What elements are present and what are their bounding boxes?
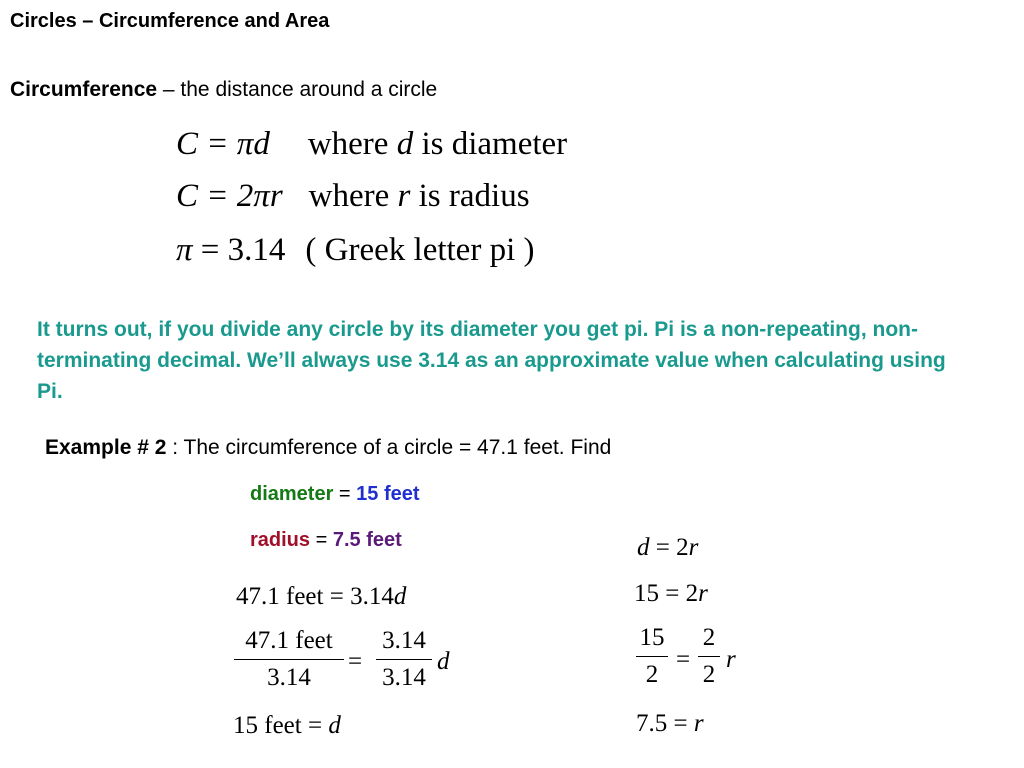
left-fraction-var (437, 648, 450, 676)
right-step-4-text: 7.5 = (636, 710, 694, 737)
right-fraction-1-denominator: 2 (636, 656, 668, 689)
left-fraction-2-denominator: 3.14 (376, 659, 432, 692)
example-colon: : (166, 436, 179, 459)
left-step-3-var: d (328, 712, 341, 739)
example-prompt (45, 436, 611, 460)
left-fraction-2-numerator: 3.14 (382, 627, 426, 654)
formula-note-post: is diameter (413, 126, 568, 162)
formula-rhs: = 3.14 (192, 232, 286, 268)
left-fraction-var-text: d (437, 648, 450, 675)
pi-explanation: It turns out, if you divide any circle by its diameter you get pi. Pi is a non-repeating, non-terminating decimal. We’ll always use 3.14 as an approximate value when calculating using Pi. (37, 318, 946, 403)
left-step-3-text: 15 feet = (233, 712, 329, 739)
right-fraction-2-numerator: 2 (702, 624, 716, 651)
left-fraction-2 (376, 627, 432, 692)
right-step-1-var1: d (637, 534, 650, 561)
right-fraction-var-text: r (726, 646, 736, 673)
right-fraction-var (726, 646, 736, 674)
radius-term: radius (250, 529, 311, 551)
definition-text: – the distance around a circle (157, 78, 438, 101)
right-step-1-text: = 2 (649, 534, 689, 561)
right-fraction-1 (636, 624, 668, 689)
formula-pi (176, 232, 534, 269)
left-step-1 (236, 583, 406, 611)
radius-value: 7.5 feet (332, 529, 402, 551)
right-step-4 (636, 710, 704, 738)
page-title: Circles – Circumference and Area (10, 10, 330, 32)
left-fraction-1-numerator: 47.1 feet (245, 627, 333, 654)
formula-note-post: is radius (410, 178, 530, 214)
right-fraction-1-numerator: 15 (639, 624, 665, 651)
formula-lhs: π (176, 232, 193, 268)
left-step-3 (233, 712, 341, 740)
right-fraction-2-denominator: 2 (698, 656, 720, 689)
formula-lhs: C (176, 178, 199, 214)
formula-diameter (176, 126, 567, 163)
formula-var: d (396, 126, 414, 162)
right-step-1-var2: r (688, 534, 699, 561)
right-step-2 (634, 580, 708, 608)
right-step-2-var: r (698, 580, 708, 607)
left-fraction-1 (234, 627, 344, 692)
left-step-1-text: 47.1 feet = 3.14 (236, 583, 394, 610)
radius-equals: = (310, 529, 333, 551)
formula-note-pre: ( Greek letter pi ) (305, 232, 535, 268)
answer-radius (250, 529, 402, 552)
diameter-value: 15 feet (356, 483, 420, 505)
right-step-1 (637, 534, 698, 562)
left-fraction-1-denominator: 3.14 (234, 659, 344, 692)
definition-term: Circumference (10, 78, 158, 101)
diameter-term: diameter (250, 483, 334, 505)
formula-var: r (397, 178, 411, 214)
formula-note-pre: where (307, 126, 397, 162)
left-fraction-equals: = (348, 648, 363, 675)
answer-diameter (250, 483, 420, 506)
circumference-definition (10, 78, 437, 102)
right-step-4-var: r (693, 710, 704, 737)
right-fraction-2 (698, 624, 720, 689)
diameter-equals: = (333, 483, 357, 505)
example-label: Example # 2 (45, 436, 167, 459)
formula-note-pre: where (308, 178, 398, 214)
formula-rhs: = 2πr (198, 178, 283, 214)
left-step-1-var: d (393, 583, 407, 610)
formula-lhs: C (176, 126, 199, 162)
right-fraction-equals: = (676, 646, 691, 673)
formula-radius (176, 178, 530, 215)
right-step-2-text: 15 = 2 (634, 580, 699, 607)
example-text: The circumference of a circle = 47.1 feet. Find (178, 436, 612, 459)
formula-rhs: = πd (198, 126, 270, 162)
